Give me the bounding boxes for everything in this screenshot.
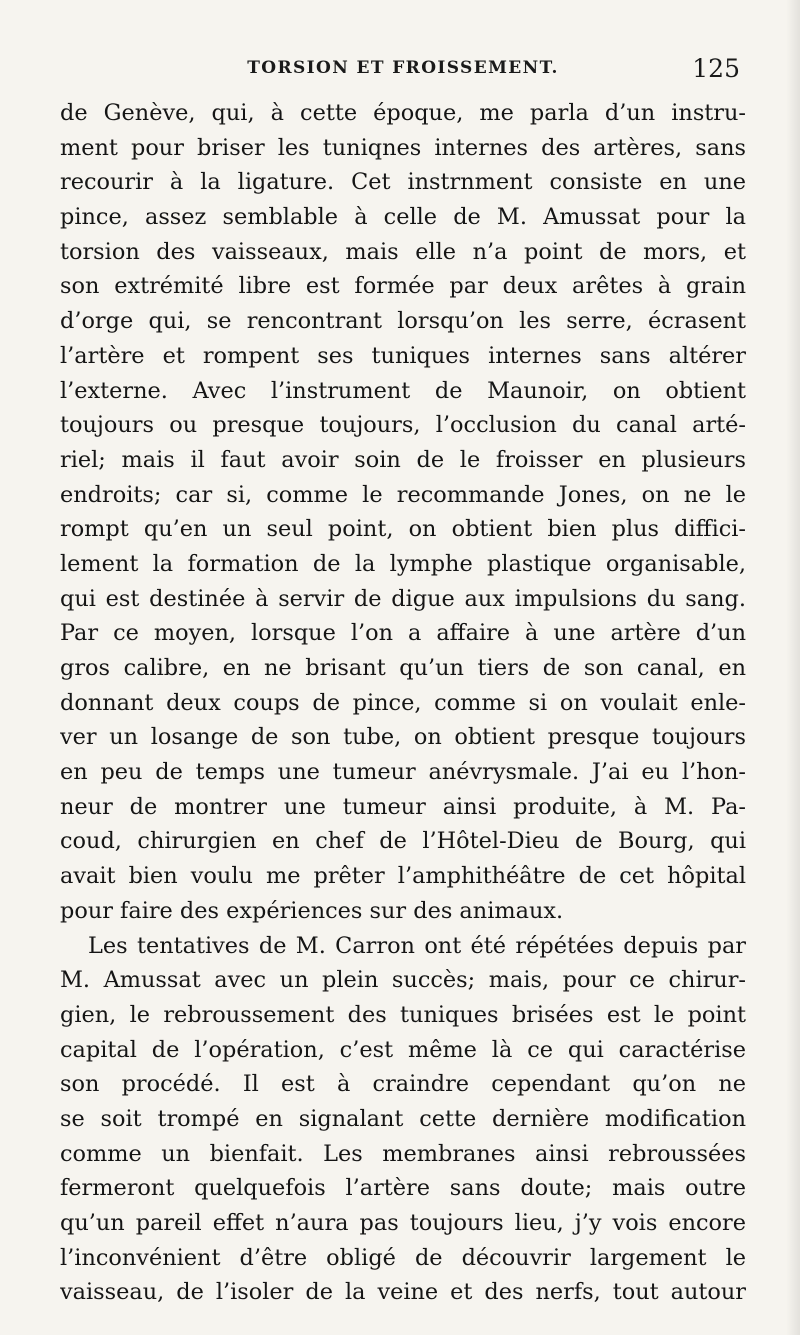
text-line: toujours ou presque toujours, l’occlusion du canal arté- xyxy=(60,412,746,439)
paragraph-start-line: Les tentatives de M. Carron ont été répétées depuis par xyxy=(88,932,746,959)
text-line: vaisseau, de l’isoler de la veine et des nerfs, tout autour xyxy=(60,1279,746,1306)
text-line: donnant deux coups de pince, comme si on voulait enle- xyxy=(60,689,746,716)
text-line: riel; mais il faut avoir soin de le froisser en plusieurs xyxy=(60,446,746,473)
text-line: lement la formation de la lymphe plastique organisable, xyxy=(60,550,746,577)
text-line: coud, chirurgien en chef de l’Hôtel-Dieu de Bourg, qui xyxy=(60,828,746,855)
text-line: son extrémité libre est formée par deux arêtes à grain xyxy=(60,273,746,300)
text-line: se soit trompé en signalant cette dernière modification xyxy=(60,1105,746,1132)
text-line: M. Amussat avec un plein succès; mais, pour ce chirur- xyxy=(60,967,746,994)
running-title: TORSION ET FROISSEMENT. xyxy=(247,58,559,78)
text-line: gien, le rebroussement des tuniques brisées est le point xyxy=(60,1001,746,1028)
page-number: 125 xyxy=(692,54,740,83)
text-line: de Genève, qui, à cette époque, me parla d’un instru- xyxy=(60,100,746,126)
paragraph-end-line: pour faire des expériences sur des animaux. xyxy=(60,897,564,924)
text-line: avait bien voulu me prêter l’amphithéâtre de cet hôpital xyxy=(60,863,746,890)
text-line: en peu de temps une tumeur anévrysmale. J’ai eu l’hon- xyxy=(60,759,746,786)
text-line: gros calibre, en ne brisant qu’un tiers de son canal, en xyxy=(60,655,746,681)
text-line: recourir à la ligature. Cet instrnment consiste en une xyxy=(60,169,746,196)
text-line: comme un bienfait. Les membranes ainsi rebroussées xyxy=(60,1140,746,1167)
text-line: ver un losange de son tube, on obtient presque toujours xyxy=(60,724,746,751)
text-line: qui est destinée à servir de digue aux impulsions du sang. xyxy=(60,585,746,612)
text-line: rompt qu’en un seul point, on obtient bien plus diffici- xyxy=(60,516,746,543)
text-line: Par ce moyen, lorsque l’on a affaire à une artère d’un xyxy=(60,620,746,647)
running-head xyxy=(60,54,746,84)
text-line: qu’un pareil effet n’aura pas toujours lieu, j’y vois encore xyxy=(60,1210,746,1236)
text-line: capital de l’opération, c’est même là ce qui caractérise xyxy=(60,1036,746,1063)
text-line: torsion des vaisseaux, mais elle n’a point de mors, et xyxy=(60,238,746,265)
text-line: neur de montrer une tumeur ainsi produite, à M. Pa- xyxy=(60,793,746,820)
text-line: d’orge qui, se rencontrant lorsqu’on les serre, écrasent xyxy=(60,308,746,335)
text-line: l’externe. Avec l’instrument de Maunoir, on obtient xyxy=(60,377,746,404)
text-line: fermeront quelquefois l’artère sans doute; mais outre xyxy=(60,1175,746,1202)
body-text xyxy=(60,96,746,1310)
text-line: pince, assez semblable à celle de M. Amussat pour la xyxy=(60,204,746,231)
text-line: endroits; car si, comme le recommande Jones, on ne le xyxy=(60,481,746,508)
text-line: ment pour briser les tuniqnes internes des artères, sans xyxy=(60,134,746,161)
text-line: l’inconvénient d’être obligé de découvrir largement le xyxy=(60,1244,746,1271)
text-line: son procédé. Il est à craindre cependant qu’on ne xyxy=(60,1071,746,1098)
text-line: l’artère et rompent ses tuniques internes sans altérer xyxy=(60,342,746,369)
